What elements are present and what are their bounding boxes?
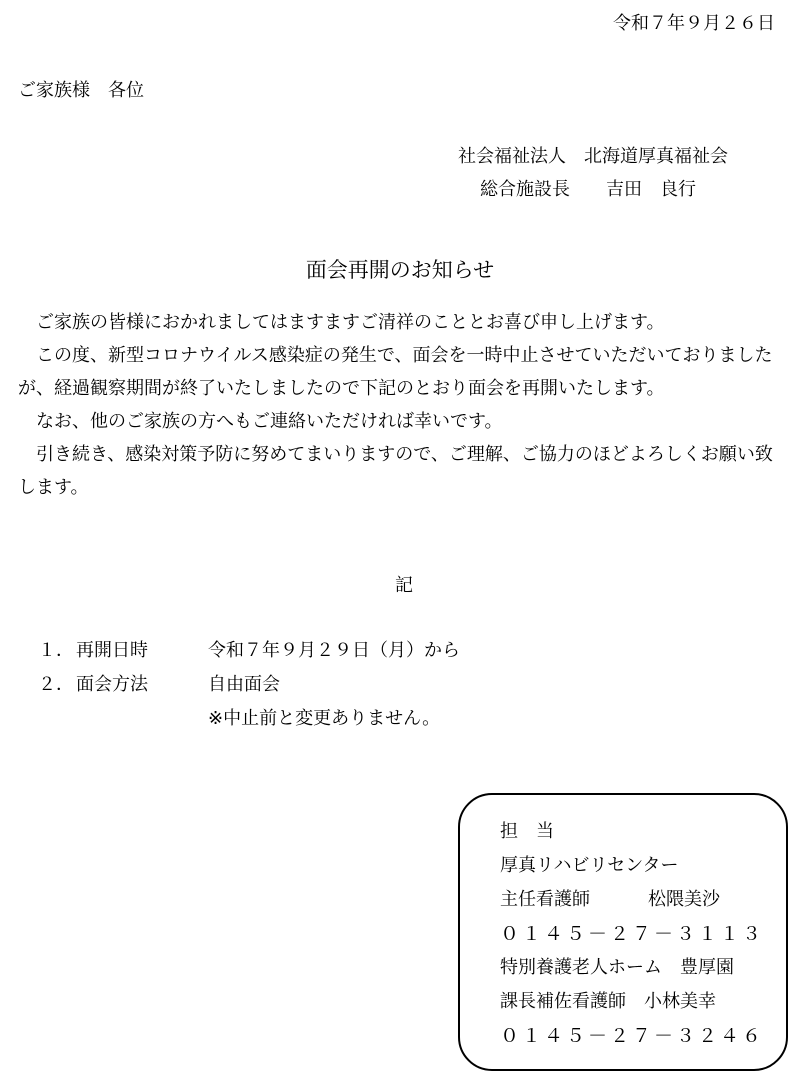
- contact-name-1: 松隈美沙: [648, 889, 720, 910]
- contact-person-1: [500, 885, 720, 911]
- body-paragraph: 引き続き、感染対策予防に努めてまいりますので、ご理解、ご協力のほどよろしくお願い致します。: [18, 444, 773, 498]
- item-note: ※中止前と変更ありません。: [208, 708, 441, 729]
- document-date: 令和７年９月２６日: [613, 13, 775, 34]
- contact-person-2: 課長補佐看護師 小林美幸: [500, 991, 716, 1012]
- contact-phone-1: ０１４５－２７－３１１３: [500, 923, 765, 945]
- contact-role-1: 主任看護師: [500, 889, 590, 910]
- contact-box: [458, 793, 788, 1071]
- contact-facility-2: 特別養護老人ホーム 豊厚園: [500, 957, 734, 978]
- sender-organization: 社会福祉法人 北海道厚真福祉会: [458, 146, 728, 167]
- sender-title: 総合施設長: [480, 179, 570, 200]
- item-value-reopen-datetime: 令和７年９月２９日（月）から: [208, 640, 460, 661]
- contact-facility-1: 厚真リハビリセンター: [500, 855, 679, 876]
- ki-heading: 記: [395, 575, 413, 596]
- sender-signature: [480, 175, 696, 201]
- body-text: [18, 306, 786, 504]
- body-paragraph: なお、他のご家族の方へもご連絡いただければ幸いです。: [36, 411, 503, 432]
- item-value-visit-method: 自由面会: [208, 674, 280, 695]
- contact-heading: 担 当: [500, 821, 554, 842]
- item-number: １．: [38, 640, 74, 661]
- contact-phone-2: ０１４５－２７－３２４６: [500, 1025, 765, 1047]
- recipient: ご家族様 各位: [18, 80, 144, 101]
- item-number: ２．: [38, 674, 74, 695]
- body-paragraph: この度、新型コロナウイルス感染症の発生で、面会を一時中止させていただいておりましたが、経過観察期間が終了いたしましたので下記のとおり面会を再開いたします。: [18, 345, 773, 399]
- item-label-visit-method: 面会方法: [76, 674, 148, 695]
- item-label-reopen-datetime: 再開日時: [76, 640, 148, 661]
- document-title: 面会再開のお知らせ: [305, 258, 495, 282]
- sender-name: 吉田 良行: [606, 179, 696, 200]
- body-paragraph: ご家族の皆様におかれましてはますますご清祥のこととお喜び申し上げます。: [36, 312, 665, 333]
